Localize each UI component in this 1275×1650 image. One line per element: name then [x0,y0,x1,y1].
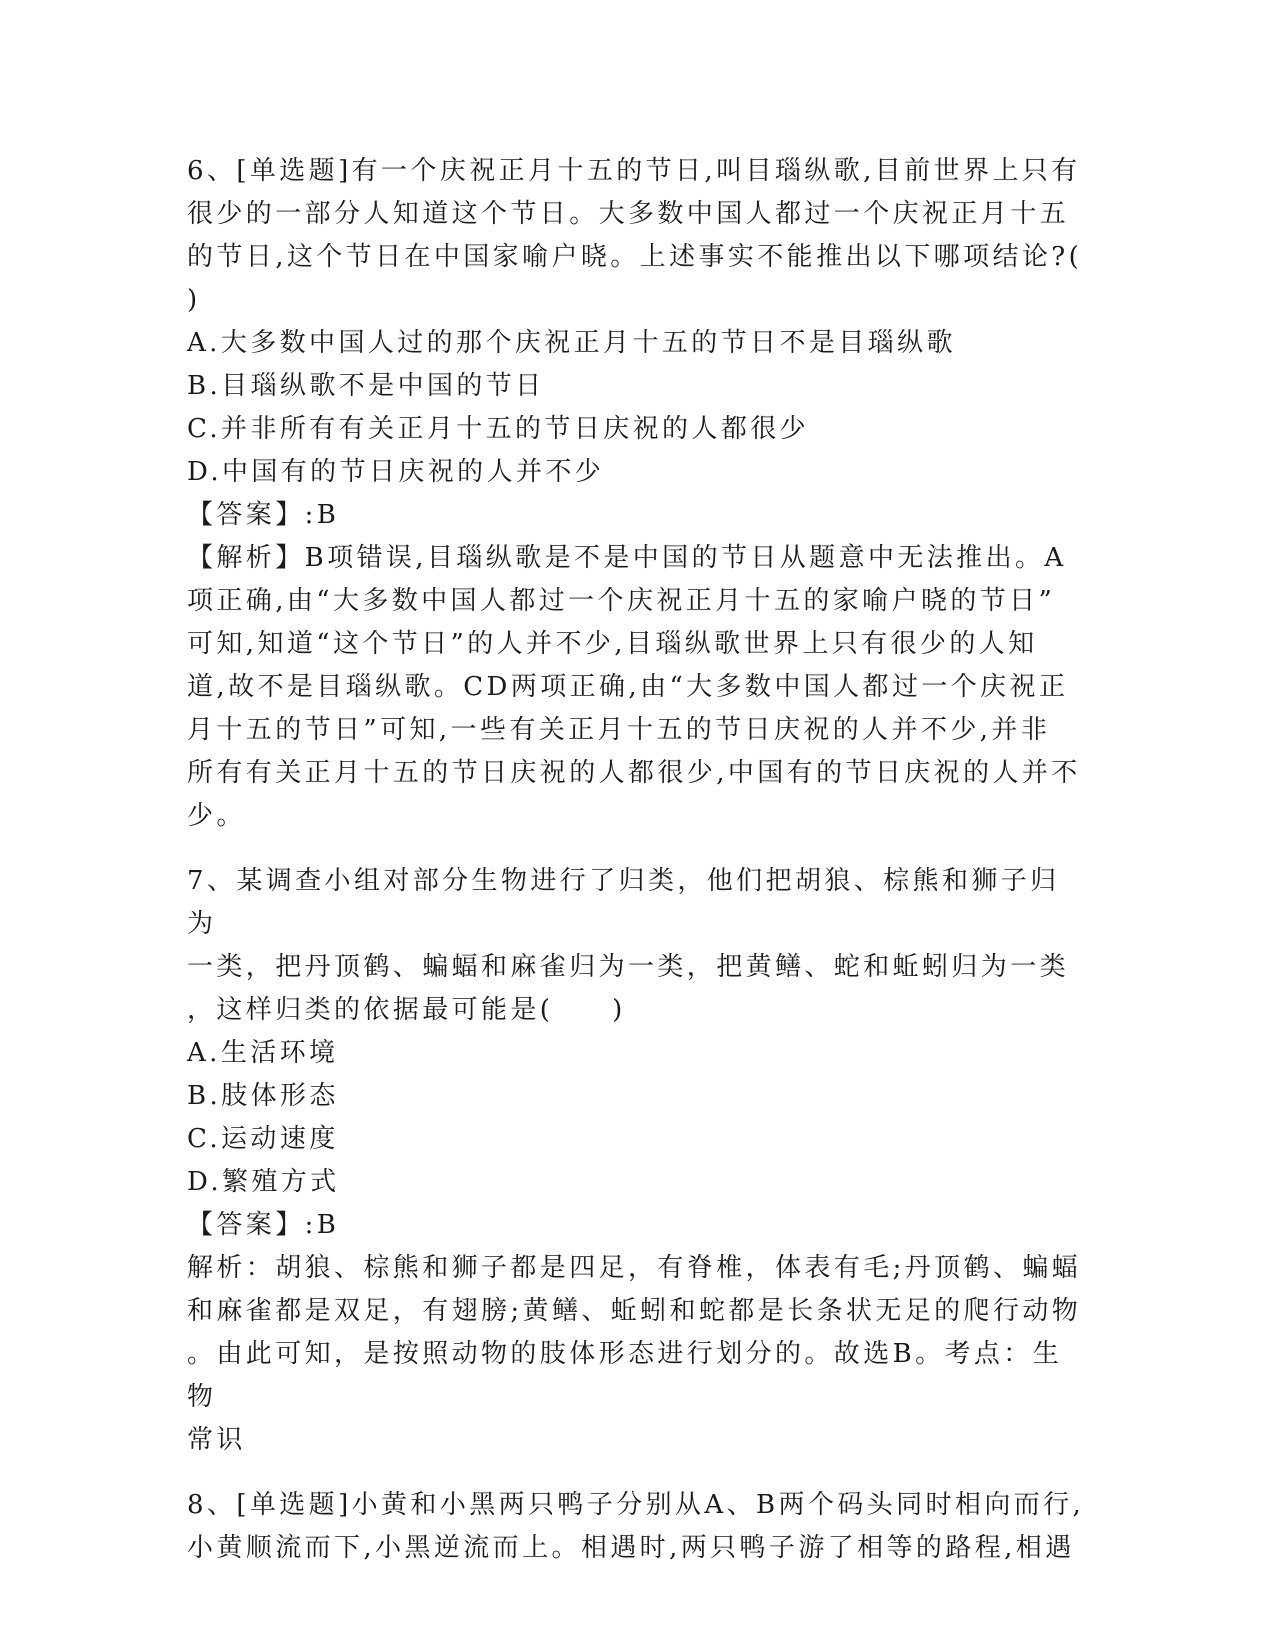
option-b: B.肢体形态 [187,1081,339,1111]
question-8 [187,1484,1087,1570]
explanation-line: 项正确,由“大多数中国人都过一个庆祝正月十五的家喻户晓的节日” [187,586,1056,616]
explanation-line: 所有有关正月十五的节日庆祝的人都很少,中国有的节日庆祝的人并不 [187,758,1081,788]
question-stem-line: ，这样归类的依据最可能是( ) [187,995,626,1025]
document-page [187,150,1087,1592]
explanation-line: 和麻雀都是双足，有翅膀;黄鳝、蚯蚓和蛇都是长条状无足的爬行动物 [187,1296,1082,1326]
option-c: C.运动速度 [187,1124,339,1154]
question-stem-line: 小黄顺流而下,小黑逆流而上。相遇时,两只鸭子游了相等的路程,相遇 [187,1533,1075,1563]
option-a: A.生活环境 [187,1038,339,1068]
explanation-line: 少。 [187,801,246,831]
explanation-line: 解析：胡狼、棕熊和狮子都是四足，有脊椎，体表有毛;丹顶鹤、蝙蝠 [187,1253,1082,1283]
explanation-line: 道,故不是目瑙纵歌。CD两项正确,由“大多数中国人都过一个庆祝正 [187,672,1069,702]
answer: 【答案】:B [187,500,340,530]
option-c: C.并非所有有关正月十五的节日庆祝的人都很少 [187,414,810,444]
option-a: A.大多数中国人过的那个庆祝正月十五的节日不是目瑙纵歌 [187,328,956,358]
explanation-line: 。由此可知，是按照动物的肢体形态进行划分的。故选B。考点：生物 [187,1339,1063,1412]
option-b: B.目瑙纵歌不是中国的节日 [187,371,545,401]
explanation-line: 常识 [187,1425,246,1455]
question-stem-line: 一类，把丹顶鹤、蝙蝠和麻雀归为一类，把黄鳝、蛇和蚯蚓归为一类 [187,952,1070,982]
answer: 【答案】:B [187,1210,340,1240]
option-d: D.中国有的节日庆祝的人并不少 [187,457,605,487]
option-d: D.繁殖方式 [187,1167,340,1197]
question-stem-line: ) [187,285,201,315]
question-7 [187,860,1087,1462]
explanation-line: 【解析】B项错误,目瑙纵歌是不是中国的节日从题意中无法推出。A [187,543,1067,573]
explanation-line: 可知,知道“这个节日”的人并不少,目瑙纵歌世界上只有很少的人知 [187,629,1038,659]
question-stem-line: 7、某调查小组对部分生物进行了归类，他们把胡狼、棕熊和狮子归为 [187,866,1060,939]
question-stem-line: 8、[单选题]小黄和小黑两只鸭子分别从A、B两个码头同时相向而行, [187,1490,1085,1520]
question-stem-line: 6、[单选题]有一个庆祝正月十五的节日,叫目瑙纵歌,目前世界上只有 [187,156,1081,186]
question-stem-line: 很少的一部分人知道这个节日。大多数中国人都过一个庆祝正月十五 [187,199,1070,229]
question-6 [187,150,1087,838]
explanation-line: 月十五的节日”可知,一些有关正月十五的节日庆祝的人并不少,并非 [187,715,1051,745]
question-stem-line: 的节日,这个节日在中国家喻户晓。上述事实不能推出以下哪项结论?( [187,242,1083,272]
